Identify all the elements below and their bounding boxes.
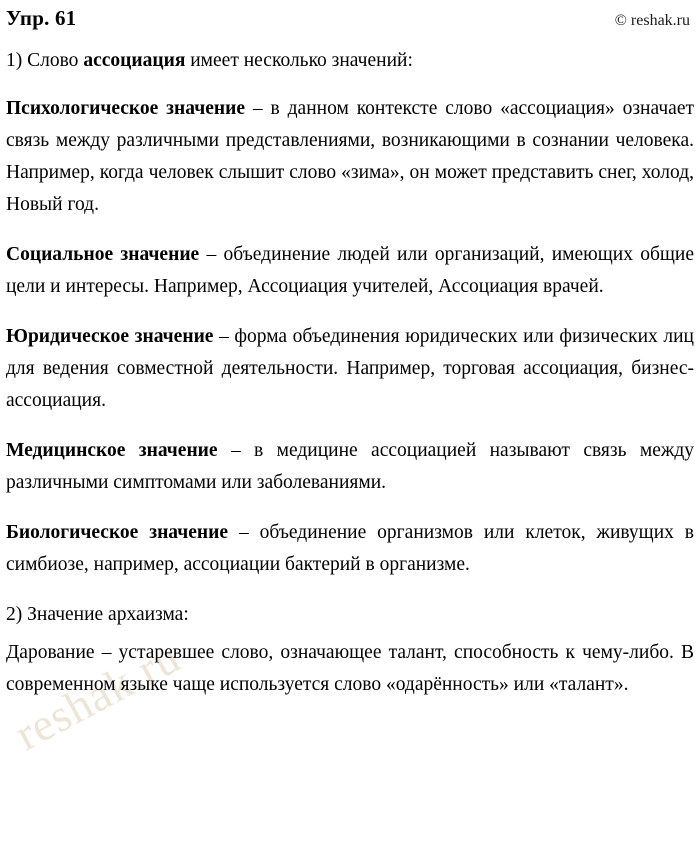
definition-text: – объединение организмов или клеток, живущих в симбиозе, например, ассоциации бактерий в организме. <box>6 522 694 575</box>
definition-text: – в медицине ассоциацией называют связь между различными симптомами или заболеваниями. <box>6 440 694 493</box>
definition-term: Медицинское значение <box>6 440 218 461</box>
definition-item <box>6 517 694 581</box>
definition-term: Психологическое значение <box>6 98 245 119</box>
second-answer: Дарование – устаревшее слово, означающее талант, способность к чему-либо. В современном языке чаще используется слово «одарённость» или «талант». <box>6 642 694 695</box>
definition-term: Юридическое значение <box>6 326 214 347</box>
lead-prefix: 1) Слово <box>6 50 84 71</box>
definition-text: – форма объединения юридических или физических лиц для ведения совместной деятельности. Например, торговая ассоциация, бизнес-ассоциация. <box>6 326 694 411</box>
definition-item <box>6 239 694 303</box>
definition-text: – в данном контексте слово «ассоциация» означает связь между различными представлениями, возникающими в сознании человека. Например, когда человек слышит слово «зима», он может представить снег, холод, Новый год. <box>6 98 694 215</box>
document-content <box>0 45 700 701</box>
definition-term: Социальное значение <box>6 244 200 265</box>
definition-item <box>6 93 694 221</box>
definition-item <box>6 435 694 499</box>
definition-text: – объединение людей или организаций, имеющих общие цели и интересы. Например, Ассоциация учителей, Ассоциация врачей. <box>6 244 694 297</box>
page-header <box>0 0 700 31</box>
lead-suffix: имеет несколько значений: <box>185 50 413 71</box>
watermark-text: reshak.ru <box>6 630 189 760</box>
definition-item <box>6 321 694 417</box>
second-question: 2) Значение архаизма: <box>6 604 189 625</box>
exercise-title: Упр. 61 <box>6 6 77 30</box>
definition-term: Биологическое значение <box>6 522 229 543</box>
lead-paragraph <box>6 45 694 77</box>
copyright-notice: © reshak.ru <box>614 12 690 29</box>
lead-bold-term: ассоциация <box>83 50 186 71</box>
